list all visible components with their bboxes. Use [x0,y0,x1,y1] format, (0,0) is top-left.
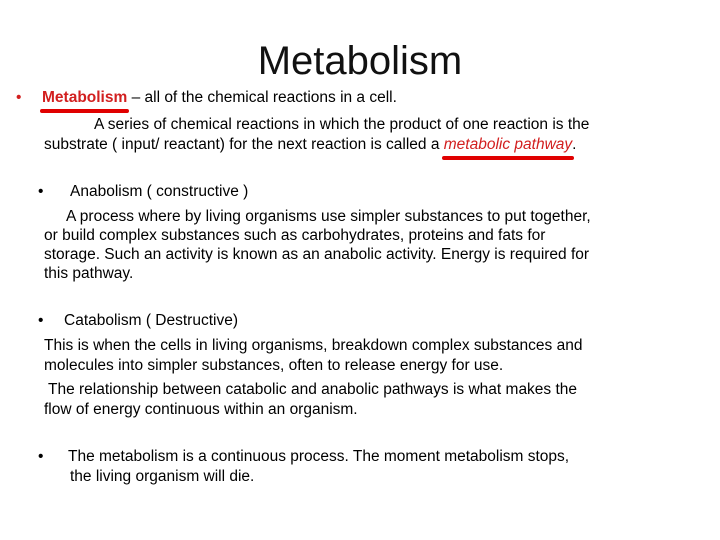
metabolism-line-2: A series of chemical reactions in which the product of one reaction is the [94,116,590,133]
metabolism-definition-text: – all of the chemical reactions in a cell. [127,89,397,106]
anabolism-line-1: A process where by living organisms use simpler substances to put together, [66,208,591,225]
catabolism-line-4: flow of energy continuous within an organism. [44,401,358,418]
catabolism-line-3: The relationship between catabolic and anabolic pathways is what makes the [48,381,578,398]
anabolism-line-2: or build complex substances such as carbohydrates, proteins and fats for [44,227,546,244]
continuous-process-text: The metabolism is a continuous process. The moment metabolism stops, [68,448,570,465]
bullet-icon: • [16,89,22,106]
continuous-process-line-2: the living organism will die. [70,468,255,485]
metabolism-definition [16,88,694,108]
metabolism-term: Metabolism [42,89,128,106]
anabolism-line-4: this pathway. [44,265,134,282]
bullet-icon: • [38,448,44,465]
catabolism-line-1: This is when the cells in living organisms, breakdown complex substances and [44,337,583,354]
slide-title: Metabolism [257,39,463,83]
bullet-icon: • [38,312,44,329]
bullet-icon: • [38,183,44,200]
continuous-process-line-1 [38,447,694,467]
catabolism-heading [38,311,694,331]
anabolism-heading [38,182,694,202]
catabolism-heading-text: Catabolism ( Destructive) [64,312,238,329]
metabolism-line-3-pre: substrate ( input/ reactant) for the next reaction is called a [44,136,444,153]
catabolism-line-2: molecules into simpler substances, often to release energy for use. [44,357,504,374]
metabolism-line-3-post: . [572,136,577,153]
metabolism-line-3 [44,135,694,155]
metabolic-pathway-term: metabolic pathway [443,136,573,153]
anabolism-line-3: storage. Such an activity is known as an anabolic activity. Energy is required for [44,246,590,263]
anabolism-heading-text: Anabolism ( constructive ) [70,183,249,200]
